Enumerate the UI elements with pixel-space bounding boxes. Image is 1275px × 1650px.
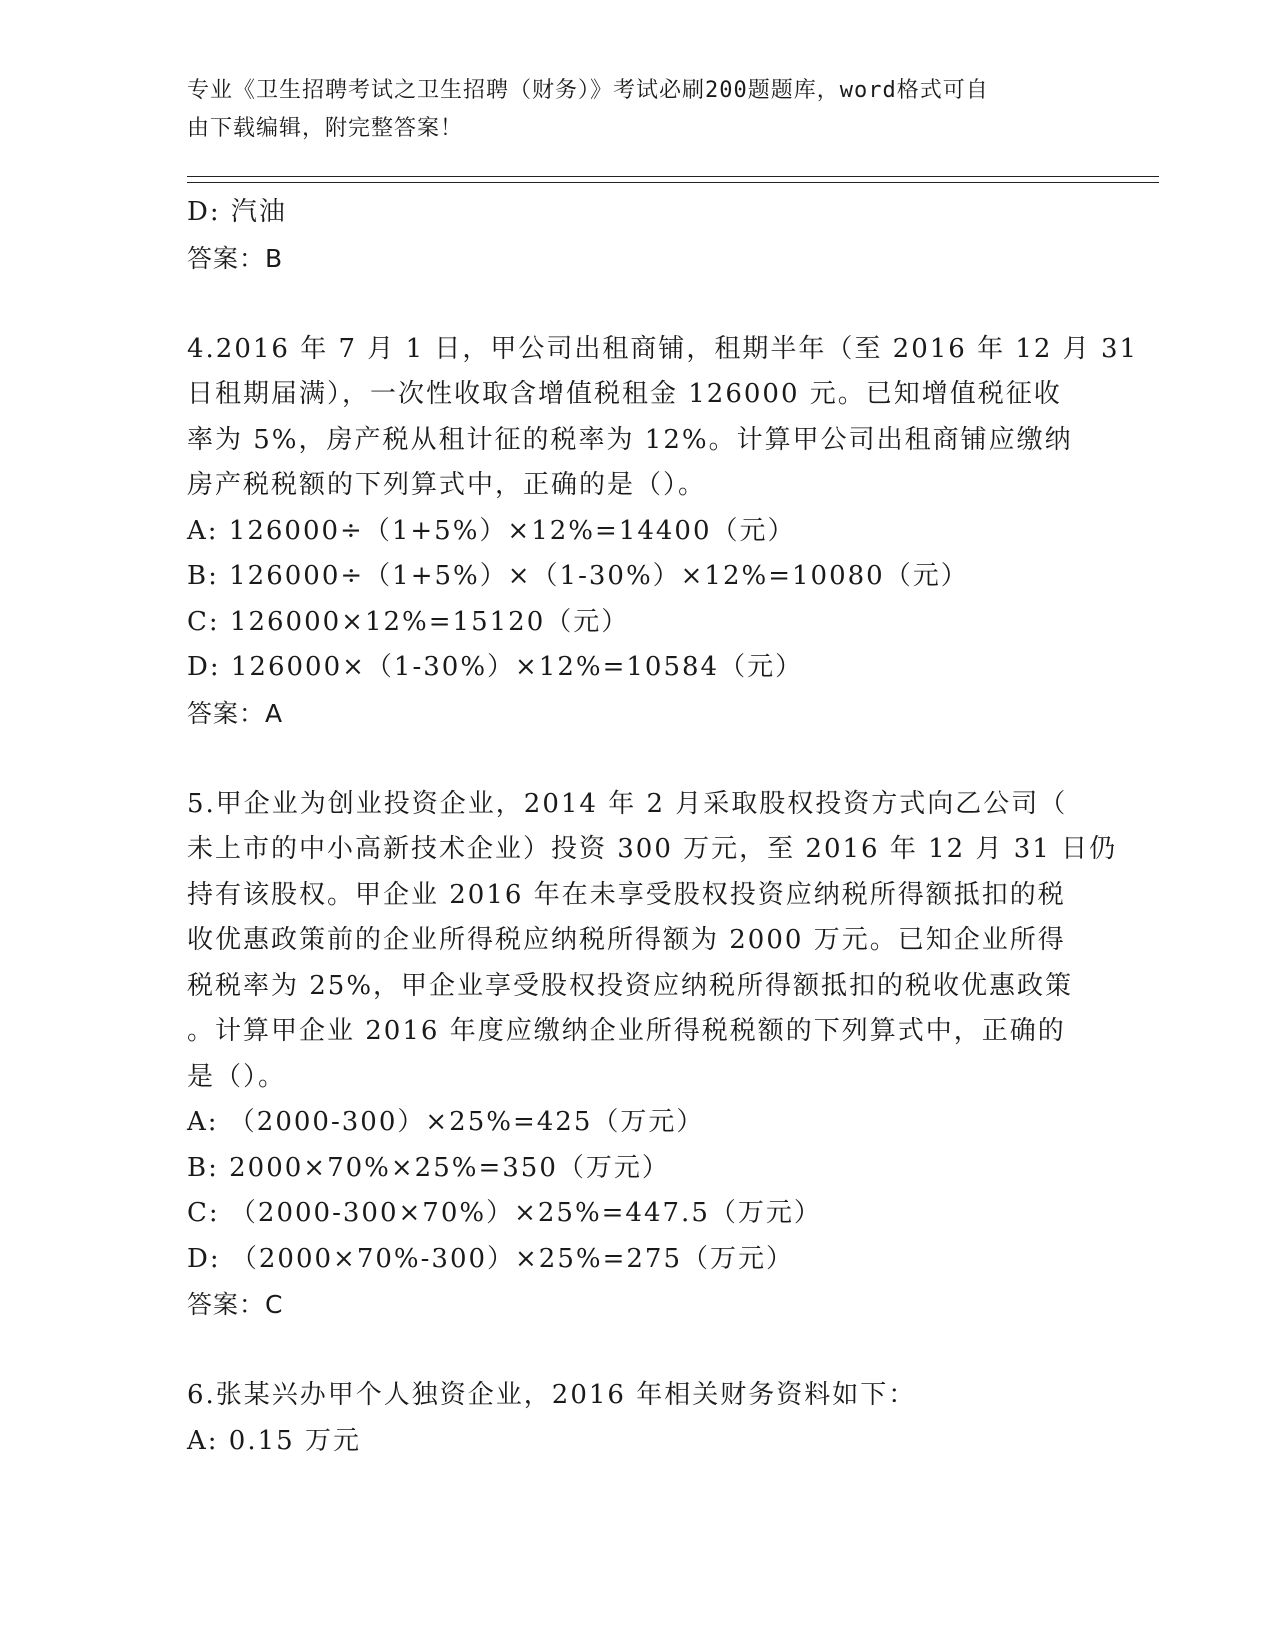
question-4	[187, 327, 1139, 737]
option-d: D: 汽油	[187, 197, 287, 227]
spacer	[187, 281, 1087, 327]
option-b: B: 2000×70%×25%=350（万元）	[187, 1152, 670, 1183]
question-stem-line: 6.张某兴办甲个人独资企业，2016 年相关财务资料如下：	[187, 1380, 917, 1410]
option-c: C: （2000-300×70%）×25%=447.5（万元）	[187, 1198, 822, 1228]
header-divider-top	[187, 176, 1159, 177]
document-header	[187, 72, 1067, 148]
header-line-1: 专业《卫生招聘考试之卫生招聘（财务）》考试必刷200题题库，word格式可自	[187, 78, 989, 103]
header-divider-bottom	[187, 182, 1159, 183]
question-stem-line: 是（）。	[187, 1061, 287, 1092]
option-b: B: 126000÷（1+5%）×（1-30%）×12%=10080（元）	[187, 561, 969, 591]
question-stem-line: 率为 5%，房产税从租计征的税率为 12%。计算甲公司出租商铺应缴纳	[187, 424, 1073, 455]
question-stem-line: 4.2016 年 7 月 1 日，甲公司出租商铺，租期半年（至 2016 年 12 月 31	[187, 333, 1139, 364]
option-a: A: 0.15 万元	[187, 1425, 361, 1456]
spacer	[187, 736, 1087, 782]
answer-line: 答案：B	[187, 243, 284, 273]
question-stem-line: 房产税税额的下列算式中，正确的是（）。	[187, 470, 707, 500]
document-body	[187, 190, 1139, 1464]
question-stem-line: 。计算甲企业 2016 年度应缴纳企业所得税税额的下列算式中，正确的	[187, 1016, 1066, 1046]
previous-question-tail	[187, 190, 1087, 281]
answer-line: 答案：C	[187, 1290, 284, 1319]
question-stem-line: 未上市的中小高新技术企业）投资 300 万元，至 2016 年 12 月 31 日仍	[187, 834, 1118, 864]
question-stem-line: 持有该股权。甲企业 2016 年在未享受股权投资应纳税所得额抵扣的税	[187, 879, 1066, 910]
question-stem-line: 5.甲企业为创业投资企业，2014 年 2 月采取股权投资方式向乙公司（	[187, 788, 1068, 819]
option-d: D: 126000×（1-30%）×12%=10584（元）	[187, 652, 804, 682]
question-5	[187, 782, 1118, 1328]
question-stem-line: 税税率为 25%，甲企业享受股权投资应纳税所得额抵扣的税收优惠政策	[187, 970, 1074, 1001]
answer-line: 答案：A	[187, 698, 284, 728]
option-a: A: 126000÷（1+5%）×12%=14400（元）	[187, 515, 796, 546]
spacer	[187, 1328, 1087, 1374]
option-c: C: 126000×12%=15120（元）	[187, 606, 630, 637]
header-line-2: 由下载编辑，附完整答案！	[187, 116, 464, 141]
question-stem-line: 收优惠政策前的企业所得税应纳税所得额为 2000 万元。已知企业所得	[187, 925, 1066, 955]
question-6	[187, 1373, 1087, 1464]
option-a: A: （2000-300）×25%=425（万元）	[187, 1107, 705, 1137]
option-d: D: （2000×70%-300）×25%=275（万元）	[187, 1243, 795, 1274]
question-stem-line: 日租期届满），一次性收取含增值税租金 126000 元。已知增值税征收	[187, 379, 1062, 409]
